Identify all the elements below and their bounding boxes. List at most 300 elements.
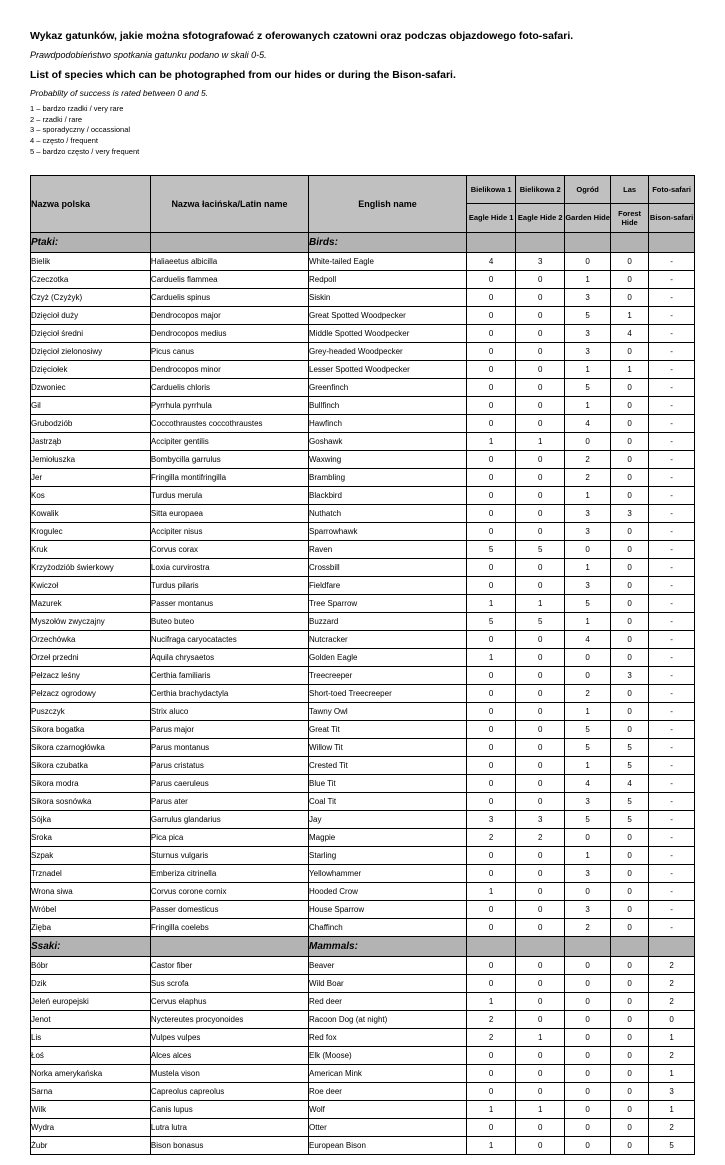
species-latin-name: Canis lupus: [150, 1101, 308, 1119]
rating-eagle-hide-2: 1: [516, 595, 565, 613]
species-latin-name: Parus major: [150, 721, 308, 739]
species-latin-name: Parus ater: [150, 793, 308, 811]
species-english-name: Otter: [309, 1119, 467, 1137]
rating-forest-hide: 0: [611, 993, 649, 1011]
species-polish-name: Jastrząb: [31, 433, 151, 451]
species-polish-name: Wrona siwa: [31, 883, 151, 901]
rating-garden-hide: 4: [565, 775, 611, 793]
species-polish-name: Pełzacz leśny: [31, 667, 151, 685]
col-header-garden-hide: Garden Hide: [565, 203, 611, 233]
group-spacer: [150, 937, 308, 957]
group-spacer: [516, 233, 565, 253]
table-row: [31, 919, 695, 937]
table-row: [31, 559, 695, 577]
species-latin-name: Accipiter gentilis: [150, 433, 308, 451]
rating-garden-hide: 3: [565, 793, 611, 811]
rating-bison-safari: -: [649, 523, 695, 541]
species-english-name: Jay: [309, 811, 467, 829]
species-english-name: Wolf: [309, 1101, 467, 1119]
rating-forest-hide: 0: [611, 451, 649, 469]
rating-garden-hide: 3: [565, 523, 611, 541]
species-english-name: Greenfinch: [309, 379, 467, 397]
species-polish-name: Czyż (Czyżyk): [31, 289, 151, 307]
rating-garden-hide: 0: [565, 975, 611, 993]
rating-eagle-hide-2: 0: [516, 649, 565, 667]
species-english-name: Hawfinch: [309, 415, 467, 433]
page-subtitle-en: Probablity of success is rated between 0 and 5.: [30, 87, 209, 98]
species-english-name: Redpoll: [309, 271, 467, 289]
group-spacer: [467, 233, 516, 253]
rating-eagle-hide-1: 0: [467, 325, 516, 343]
rating-legend: [30, 104, 695, 157]
species-polish-name: Orzechówka: [31, 631, 151, 649]
rating-bison-safari: -: [649, 829, 695, 847]
species-latin-name: Sus scrofa: [150, 975, 308, 993]
species-english-name: Short-toed Treecreeper: [309, 685, 467, 703]
table-row: [31, 433, 695, 451]
rating-bison-safari: -: [649, 613, 695, 631]
table-row: [31, 829, 695, 847]
rating-eagle-hide-1: 0: [467, 631, 516, 649]
species-latin-name: Dendrocopos major: [150, 307, 308, 325]
rating-eagle-hide-1: 0: [467, 975, 516, 993]
rating-garden-hide: 1: [565, 847, 611, 865]
species-english-name: Chaffinch: [309, 919, 467, 937]
rating-garden-hide: 0: [565, 993, 611, 1011]
rating-eagle-hide-1: 0: [467, 901, 516, 919]
rating-forest-hide: 0: [611, 901, 649, 919]
rating-eagle-hide-2: 0: [516, 975, 565, 993]
species-polish-name: Myszołów zwyczajny: [31, 613, 151, 631]
species-polish-name: Sikora bogatka: [31, 721, 151, 739]
rating-garden-hide: 0: [565, 649, 611, 667]
species-latin-name: Alces alces: [150, 1047, 308, 1065]
rating-forest-hide: 0: [611, 577, 649, 595]
species-latin-name: Corvus corone cornix: [150, 883, 308, 901]
rating-bison-safari: -: [649, 325, 695, 343]
table-row: [31, 397, 695, 415]
rating-eagle-hide-1: 0: [467, 379, 516, 397]
rating-eagle-hide-1: 0: [467, 451, 516, 469]
rating-bison-safari: -: [649, 505, 695, 523]
species-polish-name: Sroka: [31, 829, 151, 847]
rating-bison-safari: -: [649, 469, 695, 487]
species-english-name: Golden Eagle: [309, 649, 467, 667]
rating-bison-safari: -: [649, 667, 695, 685]
rating-eagle-hide-1: 1: [467, 1137, 516, 1155]
table-row: [31, 865, 695, 883]
species-latin-name: Pica pica: [150, 829, 308, 847]
table-row: [31, 739, 695, 757]
species-polish-name: Kowalik: [31, 505, 151, 523]
rating-forest-hide: 0: [611, 649, 649, 667]
rating-bison-safari: -: [649, 901, 695, 919]
rating-eagle-hide-1: 0: [467, 487, 516, 505]
species-latin-name: Carduelis spinus: [150, 289, 308, 307]
rating-bison-safari: -: [649, 379, 695, 397]
table-body: [31, 233, 695, 1155]
group-label-en: Birds:: [309, 233, 467, 253]
rating-garden-hide: 5: [565, 739, 611, 757]
col-header-bielikowa-1: Bielikowa 1: [467, 176, 516, 203]
rating-forest-hide: 0: [611, 685, 649, 703]
species-english-name: House Sparrow: [309, 901, 467, 919]
species-polish-name: Sójka: [31, 811, 151, 829]
species-polish-name: Jeleń europejski: [31, 993, 151, 1011]
species-english-name: American Mink: [309, 1065, 467, 1083]
rating-eagle-hide-1: 0: [467, 775, 516, 793]
species-english-name: Willow Tit: [309, 739, 467, 757]
rating-garden-hide: 1: [565, 361, 611, 379]
species-english-name: Hooded Crow: [309, 883, 467, 901]
species-latin-name: Capreolus capreolus: [150, 1083, 308, 1101]
rating-garden-hide: 2: [565, 685, 611, 703]
group-spacer: [611, 937, 649, 957]
legend-item-1: 1 – bardzo rzadki / very rare: [30, 104, 124, 114]
rating-eagle-hide-1: 0: [467, 1083, 516, 1101]
rating-forest-hide: 0: [611, 1011, 649, 1029]
table-row: [31, 757, 695, 775]
table-row: [31, 649, 695, 667]
rating-forest-hide: 5: [611, 793, 649, 811]
species-latin-name: Haliaeetus albicilla: [150, 253, 308, 271]
table-row: [31, 451, 695, 469]
table-row: [31, 975, 695, 993]
rating-eagle-hide-1: 0: [467, 559, 516, 577]
rating-eagle-hide-1: 0: [467, 505, 516, 523]
rating-eagle-hide-1: 0: [467, 523, 516, 541]
rating-bison-safari: -: [649, 811, 695, 829]
rating-eagle-hide-2: 0: [516, 487, 565, 505]
rating-eagle-hide-1: 0: [467, 289, 516, 307]
rating-eagle-hide-2: 1: [516, 1029, 565, 1047]
rating-garden-hide: 0: [565, 957, 611, 975]
table-row: [31, 289, 695, 307]
rating-forest-hide: 0: [611, 1137, 649, 1155]
rating-eagle-hide-2: 0: [516, 397, 565, 415]
rating-garden-hide: 1: [565, 757, 611, 775]
group-label-pl: Ptaki:: [31, 233, 151, 253]
group-label-en: Mammals:: [309, 937, 467, 957]
rating-bison-safari: -: [649, 685, 695, 703]
rating-eagle-hide-1: 1: [467, 993, 516, 1011]
rating-forest-hide: 0: [611, 415, 649, 433]
rating-bison-safari: -: [649, 775, 695, 793]
rating-garden-hide: 0: [565, 883, 611, 901]
rating-bison-safari: -: [649, 793, 695, 811]
species-english-name: Fieldfare: [309, 577, 467, 595]
rating-forest-hide: 3: [611, 505, 649, 523]
rating-eagle-hide-1: 5: [467, 541, 516, 559]
rating-bison-safari: -: [649, 595, 695, 613]
rating-eagle-hide-2: 0: [516, 343, 565, 361]
col-header-eagle-hide-2: Eagle Hide 2: [516, 203, 565, 233]
rating-garden-hide: 3: [565, 505, 611, 523]
species-english-name: Roe deer: [309, 1083, 467, 1101]
table-row: [31, 541, 695, 559]
rating-eagle-hide-1: 0: [467, 957, 516, 975]
species-english-name: Nutcracker: [309, 631, 467, 649]
rating-eagle-hide-2: 0: [516, 379, 565, 397]
species-polish-name: Dzwoniec: [31, 379, 151, 397]
species-english-name: Crested Tit: [309, 757, 467, 775]
rating-eagle-hide-2: 3: [516, 811, 565, 829]
species-english-name: Wild Boar: [309, 975, 467, 993]
group-row: [31, 937, 695, 957]
species-latin-name: Coccothraustes coccothraustes: [150, 415, 308, 433]
species-english-name: Yellowhammer: [309, 865, 467, 883]
rating-eagle-hide-2: 0: [516, 1119, 565, 1137]
rating-eagle-hide-2: 0: [516, 793, 565, 811]
rating-eagle-hide-2: 3: [516, 253, 565, 271]
rating-eagle-hide-1: 0: [467, 1119, 516, 1137]
rating-bison-safari: 1: [649, 1029, 695, 1047]
rating-bison-safari: 2: [649, 993, 695, 1011]
rating-eagle-hide-1: 0: [467, 739, 516, 757]
col-header-foto-safari: Foto-safari: [649, 176, 695, 203]
rating-forest-hide: 0: [611, 469, 649, 487]
species-latin-name: Nyctereutes procyonoides: [150, 1011, 308, 1029]
species-english-name: Racoon Dog (at night): [309, 1011, 467, 1029]
species-latin-name: Loxia curvirostra: [150, 559, 308, 577]
species-polish-name: Grubodziób: [31, 415, 151, 433]
rating-eagle-hide-1: 0: [467, 793, 516, 811]
rating-forest-hide: 0: [611, 343, 649, 361]
species-latin-name: Bison bonasus: [150, 1137, 308, 1155]
rating-garden-hide: 0: [565, 1137, 611, 1155]
species-polish-name: Norka amerykańska: [31, 1065, 151, 1083]
rating-garden-hide: 0: [565, 1047, 611, 1065]
table-row: [31, 685, 695, 703]
rating-eagle-hide-2: 0: [516, 993, 565, 1011]
species-polish-name: Sarna: [31, 1083, 151, 1101]
species-polish-name: Puszczyk: [31, 703, 151, 721]
page-title-pl: Wykaz gatunków, jakie można sfotografować z oferowanych czatowni oraz podczas objazdowego foto-safari.: [30, 30, 574, 42]
species-polish-name: Dzięcioł duży: [31, 307, 151, 325]
table-row: [31, 487, 695, 505]
rating-bison-safari: -: [649, 541, 695, 559]
species-latin-name: Carduelis chloris: [150, 379, 308, 397]
species-latin-name: Sturnus vulgaris: [150, 847, 308, 865]
rating-eagle-hide-1: 0: [467, 397, 516, 415]
rating-eagle-hide-2: 0: [516, 325, 565, 343]
species-polish-name: Krogulec: [31, 523, 151, 541]
species-polish-name: Lis: [31, 1029, 151, 1047]
rating-eagle-hide-2: 0: [516, 289, 565, 307]
rating-bison-safari: 1: [649, 1101, 695, 1119]
table-row: [31, 361, 695, 379]
col-header-polish-name: Nazwa polska: [31, 176, 151, 233]
rating-eagle-hide-1: 2: [467, 829, 516, 847]
species-english-name: Beaver: [309, 957, 467, 975]
rating-garden-hide: 0: [565, 667, 611, 685]
table-row: [31, 1029, 695, 1047]
rating-eagle-hide-1: 1: [467, 883, 516, 901]
group-spacer: [649, 937, 695, 957]
species-latin-name: Fringilla coelebs: [150, 919, 308, 937]
rating-eagle-hide-2: 0: [516, 865, 565, 883]
species-english-name: Brambling: [309, 469, 467, 487]
rating-eagle-hide-2: 0: [516, 685, 565, 703]
rating-garden-hide: 1: [565, 613, 611, 631]
species-latin-name: Buteo buteo: [150, 613, 308, 631]
rating-forest-hide: 0: [611, 613, 649, 631]
species-english-name: Nuthatch: [309, 505, 467, 523]
table-row: [31, 957, 695, 975]
rating-garden-hide: 1: [565, 703, 611, 721]
rating-forest-hide: 5: [611, 811, 649, 829]
rating-bison-safari: -: [649, 433, 695, 451]
species-english-name: Lesser Spotted Woodpecker: [309, 361, 467, 379]
species-polish-name: Bielik: [31, 253, 151, 271]
rating-eagle-hide-2: 0: [516, 919, 565, 937]
rating-forest-hide: 4: [611, 775, 649, 793]
rating-bison-safari: -: [649, 487, 695, 505]
rating-eagle-hide-2: 0: [516, 883, 565, 901]
rating-garden-hide: 3: [565, 901, 611, 919]
rating-eagle-hide-2: 0: [516, 307, 565, 325]
rating-forest-hide: 0: [611, 397, 649, 415]
table-row: [31, 1137, 695, 1155]
group-spacer: [565, 937, 611, 957]
rating-bison-safari: 5: [649, 1137, 695, 1155]
species-latin-name: Passer domesticus: [150, 901, 308, 919]
species-latin-name: Parus montanus: [150, 739, 308, 757]
rating-eagle-hide-2: 0: [516, 1065, 565, 1083]
rating-eagle-hide-2: 0: [516, 469, 565, 487]
table-row: [31, 271, 695, 289]
rating-forest-hide: 1: [611, 307, 649, 325]
rating-eagle-hide-1: 0: [467, 469, 516, 487]
species-latin-name: Passer montanus: [150, 595, 308, 613]
species-polish-name: Kruk: [31, 541, 151, 559]
table-row: [31, 325, 695, 343]
species-latin-name: Strix aluco: [150, 703, 308, 721]
rating-garden-hide: 1: [565, 397, 611, 415]
rating-garden-hide: 4: [565, 631, 611, 649]
rating-eagle-hide-1: 0: [467, 919, 516, 937]
species-polish-name: Dzięciołek: [31, 361, 151, 379]
table-row: [31, 667, 695, 685]
rating-eagle-hide-1: 0: [467, 1065, 516, 1083]
rating-garden-hide: 1: [565, 559, 611, 577]
rating-bison-safari: 1: [649, 1065, 695, 1083]
species-latin-name: Cervus elaphus: [150, 993, 308, 1011]
rating-eagle-hide-2: 0: [516, 1137, 565, 1155]
species-latin-name: Mustela vison: [150, 1065, 308, 1083]
rating-garden-hide: 4: [565, 415, 611, 433]
table-row: [31, 703, 695, 721]
rating-eagle-hide-1: 0: [467, 343, 516, 361]
table-header-row-top: [31, 176, 695, 203]
rating-bison-safari: -: [649, 361, 695, 379]
species-latin-name: Emberiza citrinella: [150, 865, 308, 883]
table-row: [31, 343, 695, 361]
rating-garden-hide: 3: [565, 343, 611, 361]
col-header-bison-safari: Bison-safari: [649, 203, 695, 233]
rating-eagle-hide-2: 0: [516, 703, 565, 721]
rating-forest-hide: 3: [611, 667, 649, 685]
species-polish-name: Kos: [31, 487, 151, 505]
rating-eagle-hide-2: 5: [516, 613, 565, 631]
rating-forest-hide: 0: [611, 1083, 649, 1101]
species-english-name: Waxwing: [309, 451, 467, 469]
rating-eagle-hide-2: 0: [516, 523, 565, 541]
species-latin-name: Turdus merula: [150, 487, 308, 505]
table-row: [31, 1101, 695, 1119]
rating-eagle-hide-1: 2: [467, 1029, 516, 1047]
rating-eagle-hide-1: 0: [467, 667, 516, 685]
rating-garden-hide: 5: [565, 595, 611, 613]
species-english-name: Middle Spotted Woodpecker: [309, 325, 467, 343]
group-spacer: [150, 233, 308, 253]
species-latin-name: Carduelis flammea: [150, 271, 308, 289]
rating-forest-hide: 1: [611, 361, 649, 379]
table-row: [31, 721, 695, 739]
col-header-las: Las: [611, 176, 649, 203]
rating-eagle-hide-2: 0: [516, 667, 565, 685]
col-header-english-name: English name: [309, 176, 467, 233]
species-english-name: Siskin: [309, 289, 467, 307]
rating-eagle-hide-1: 2: [467, 1011, 516, 1029]
rating-bison-safari: -: [649, 397, 695, 415]
species-english-name: Coal Tit: [309, 793, 467, 811]
rating-eagle-hide-2: 0: [516, 901, 565, 919]
table-row: [31, 793, 695, 811]
table-row: [31, 523, 695, 541]
table-header: [31, 176, 695, 233]
group-row: [31, 233, 695, 253]
rating-eagle-hide-1: 0: [467, 847, 516, 865]
species-english-name: European Bison: [309, 1137, 467, 1155]
rating-bison-safari: -: [649, 919, 695, 937]
species-latin-name: Parus cristatus: [150, 757, 308, 775]
page-title-en: List of species which can be photographed from our hides or during the Bison-safari.: [30, 69, 456, 82]
species-english-name: Sparrowhawk: [309, 523, 467, 541]
rating-eagle-hide-1: 0: [467, 703, 516, 721]
rating-bison-safari: -: [649, 757, 695, 775]
rating-eagle-hide-1: 4: [467, 253, 516, 271]
rating-eagle-hide-2: 0: [516, 721, 565, 739]
rating-garden-hide: 0: [565, 1029, 611, 1047]
table-row: [31, 577, 695, 595]
rating-garden-hide: 5: [565, 307, 611, 325]
table-row: [31, 595, 695, 613]
rating-eagle-hide-2: 0: [516, 559, 565, 577]
rating-forest-hide: 0: [611, 595, 649, 613]
table-row: [31, 307, 695, 325]
species-polish-name: Wróbel: [31, 901, 151, 919]
species-polish-name: Dzik: [31, 975, 151, 993]
rating-eagle-hide-2: 0: [516, 1083, 565, 1101]
rating-eagle-hide-1: 0: [467, 865, 516, 883]
group-spacer: [565, 233, 611, 253]
rating-garden-hide: 0: [565, 1083, 611, 1101]
rating-bison-safari: -: [649, 703, 695, 721]
species-polish-name: Dzięcioł zielonosiwy: [31, 343, 151, 361]
table-row: [31, 847, 695, 865]
rating-eagle-hide-1: 0: [467, 721, 516, 739]
rating-eagle-hide-2: 0: [516, 271, 565, 289]
rating-bison-safari: 2: [649, 975, 695, 993]
table-row: [31, 613, 695, 631]
rating-eagle-hide-1: 3: [467, 811, 516, 829]
rating-forest-hide: 0: [611, 379, 649, 397]
rating-bison-safari: -: [649, 253, 695, 271]
species-polish-name: Żubr: [31, 1137, 151, 1155]
rating-forest-hide: 0: [611, 271, 649, 289]
rating-garden-hide: 0: [565, 541, 611, 559]
